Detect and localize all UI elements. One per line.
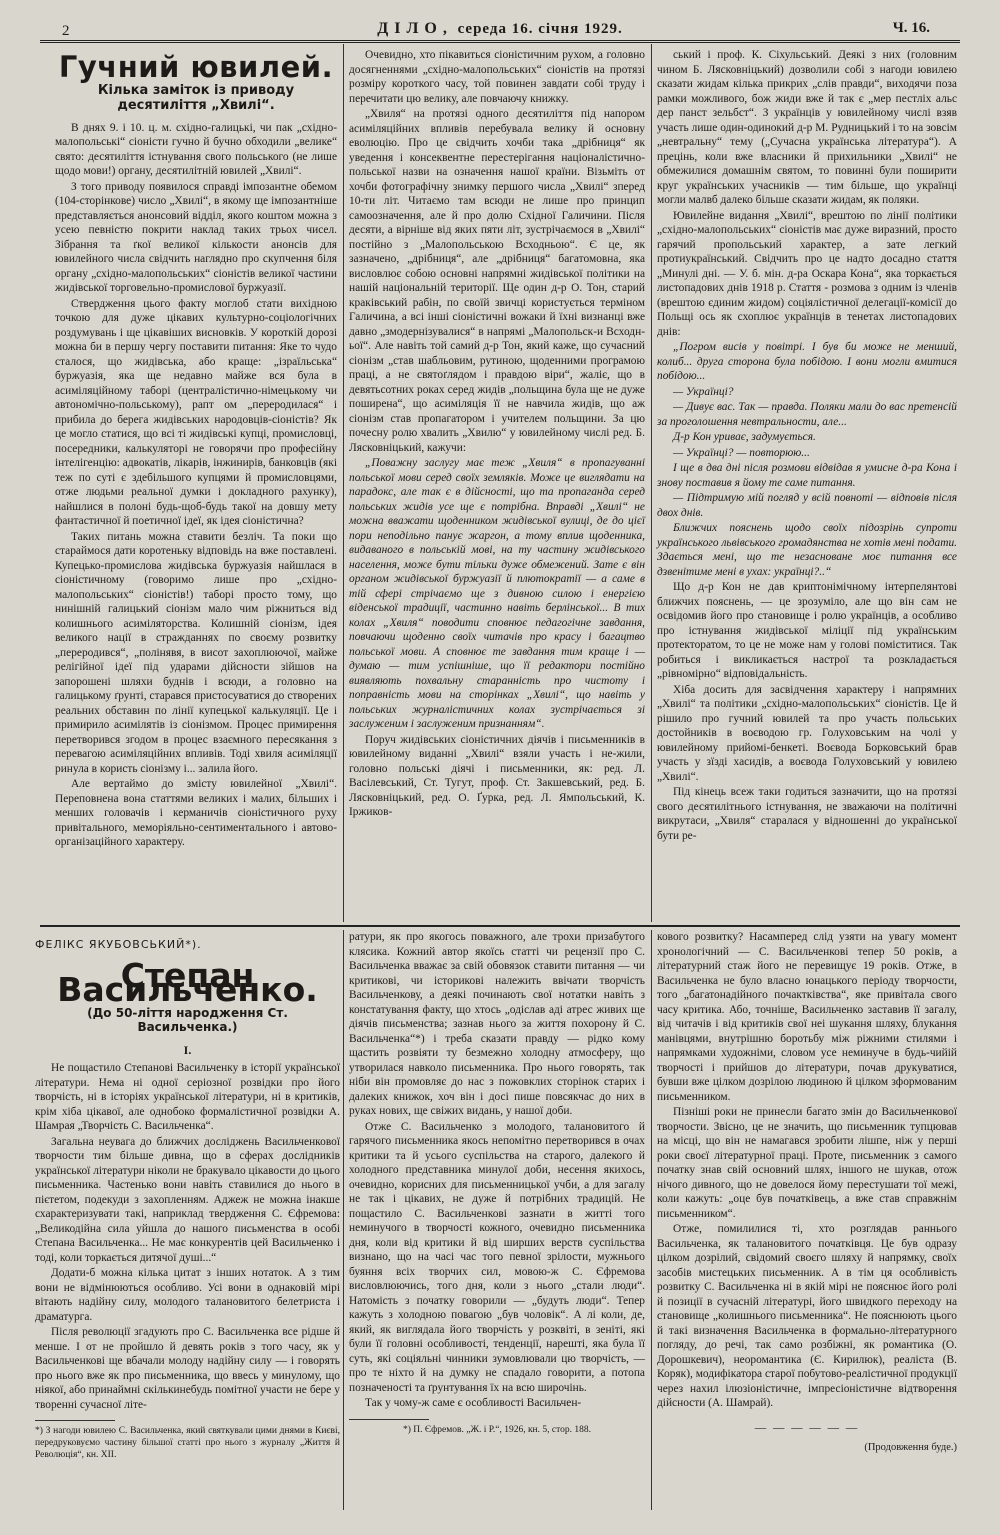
section-divider: [40, 925, 960, 927]
paragraph: Під кінець всеж таки годиться зазначити, що на протязі свого десятилітнього істнування, не зважаючи на політичні викрутаси, „Хвиля“ старалася у відношенні до української бути ре-: [657, 786, 957, 842]
paragraph: Пізніші роки не принесли багато змін до Васильченкової творчости. Звісно, це не значить, що письменник тупцював на місці, що він не намагався зробити лішпе, ніж у перші роки своєї літературної праці. Проте, письменник з самого початку знав свій основний шлях, іншого не шукав, отож нічого дивного, що не довелося йому перестушати тої межі, коли кажуть: „оце був початківець, а вже став справжнім письменником“.: [657, 1106, 957, 1220]
paragraph: Загальна неувага до ближчих досліджень Васильченкової творчости тим більше дивна, що в сферах дослідників української літератури ніколи не бракувало цікавости до цього письменника. Частенько вони навіть ставилися до нього в пієтетом, подекуди з захопленням. Аджеж не можна інакше схарактеризувати такі, наприклад твердження С. Єфремова: „Великодійна сила уйшла до нашого письменства в особі Степана Васильченка... Не має конкурентів цей Васильченко і тоді, коли торкається дитячої душі...“: [35, 1135, 340, 1264]
quotation: — Дивує вас. Так — правда. Поляки мали до вас претенсій за проголошення невтральности, але...: [657, 401, 957, 428]
paragraph: Ювилейне видання „Хвилі“, врештою по лінії політики „східно-малопольських“ сіоністів має дуже виразний, просто гарячий пропольський характер, а зате легкий протиукраїнський. Свідчить про це надто досадно стаття „Минулі дні. — У. б. мін. д-ра Оскара Кона“, яка торкається листопадових днів 1918 р. Стаття - розмова з одним із членів (врештою єдиним жидом) соціялістичної делегації-комісії до Польщі ось як схоплює українців в тенетах листопадових днів:: [657, 209, 957, 338]
quotation: Д-р Кон уриває, задумується.: [673, 431, 816, 443]
article2-column-1: [35, 930, 340, 1461]
article2-title: Степан Васильченко.: [57, 955, 318, 1009]
article1-col1-text: [55, 121, 337, 850]
quotation: „Поважну заслугу має теж „Хвиля“ в пропагуванні польської мови серед своїх земляків. Може це виглядати на парадокс, але так є в дійсності, що та пропаганда серед польських жидів усе ще є потрібна. Вправді „Хвилі“ не можна вважати щоденником жидівської вулиці, де до цієї пори неподільно панує жаргон, а тому вплив щоденника, видаваного в польській мові, на ту частину жидівського населення, може бути тільки дуже обмежений. Зате є він органом жидівської буржуазії й плютократії — а саме в тій сфері стрічаємо ще з дивною силою і енергією віденської традиції, частинно навіть берлінської... В тих колах „Хвиля“ поводити сповнює педагогічне завдання, повчаючи щоденно своїх читачів про красу і багацтво польської мови. А сповнює те завдання тим краще і — думаю — тим успішніше, що її редактори постійно виявляють похвальну старанність про чистоту і поправність мови на сторінках „Хвилі“, що навіть у польських журналістичних колах зустрічається зі заслуженим і заслуженим признанням“.: [349, 457, 645, 730]
section-numeral: I.: [183, 1042, 192, 1057]
column-divider: [343, 44, 344, 922]
quotation: І ще в два дні після розмови відвідав я умисне д-ра Кона і знову поставив я йому те саме питання.: [657, 462, 957, 489]
paragraph: Так у чому-ж саме є особливості Васильчен-: [365, 1397, 582, 1409]
footnote: *) З нагоди ювилею С. Васильченка, який святкували цими днями в Києві, передруковуємо частину більшої статті про нього з журналу „Життя й Революція“, кн. XII.: [35, 1426, 340, 1460]
quotation: „Погром висів у повітрі. І був би може не менший, колиб... друга сторона була побідою. І вони могли вмитися побідою...: [657, 341, 957, 382]
article2-subtitle: (До 50-ліття народження Ст. Васильченка.): [87, 1005, 288, 1034]
issue-date: середа 16. січня 1929.: [457, 21, 623, 37]
paragraph: Що д-р Кон не дав криптонімічному інтерпелянтові ближчих пояснень, — це зрозуміло, але що він сам не освідомив його про становище і ролю українців, а особливо про істнування жидівської міліції під українським протекторатом, то це не може нам у голові поміститися. Так робиться і викликається настрої та розкладається „рівномірно“ відповідальність.: [657, 581, 957, 680]
issue-number: Ч. 16.: [892, 20, 930, 36]
footnote-rule: [349, 1419, 429, 1420]
paragraph: Ствердження цього факту моглоб стати вихідною точкою для дуже цікавих культурно-соціологічних роздумувань і ще цікавіших висновків. У короткій дорозі можна би в першу чергу поставити питання: Яке то чудо сталося, що жидівська, або краще: „ізраїльська“ буржуазія, яка ще недавно майже вся була в асиміляційному таборі (централістично-німецькому чи автономічно-польському), рапт ом „переродилася“ і прибила до берега жидівських народовців-сіоністів? Як це могло статися, що всі ті жидівські купці, промисловці, посередники, калькуляторі не говорячи про професійну інтелігенцію: адвокатів, лікарів, інжинирів, банковців (які теж по суті є здебільшого купцями й промисловцями, отже людьми реальної думки і докладного рахунку), найшлися в полоні будь-щоб-будь такої на довшу мету фантастичної й поетичної ідеї, як ідея сіоністична?: [55, 297, 337, 527]
paragraph: ратури, як про якогось поважного, але трохи призабутого клясика. Кожний автор якоїсь статті чи рецензії про С. Васильченка вважає за свій обовязок ставити питання — чи критиковi, чи історикові належить ввічати творчість Васильченкову, а деякі починають свої нотатки навіть з констатування факту, що хтось „одіслав аді атрес живих ще діячів письменства; зазнав нього за життя похорону й С. Васильченка“*) і треба сказати правду — рідко кому щастить розвіяти ту безмежно холодну атмосферу, що утворилася навколо письменника. Про нього говорять, так ніби він промовляє до нас з пожовклих сторінок старих і далеких книжок, хоч він і досі пише повсякчас до них в руках нових, ще свіжих видань, у нашої доби.: [349, 931, 645, 1117]
paragraph: Хіба досить для засвідчення характеру і напрямних „Хвилі“ та політики „східно-малопольських“ сіоністів. Це й рішило про гучний ювилей та про участь польських достойників в воєводою гр. Голуховським на чолі у ювилейному прийомі-бенкеті. Воєвода Борковський брав участь у зїзді хасидів, а воєвода Голуховський у ювилею „Хвилі“.: [657, 683, 957, 783]
footnote-rule: [35, 1420, 115, 1421]
page-header: [40, 14, 960, 43]
continued-note: (Продовження буде.): [864, 1442, 957, 1453]
paragraph: Після революції згадують про С. Васильченка все рідше й менше. І от не пройшло й девять років з того часу, як у Васильченкові ще вбачали молоду надійну силу — і говорять про нього вже як про письменника, що ввесь у минулому, що ніякої, або принаймні скількинебудь помітної участи не бере у творенні сучасної літе-: [35, 1326, 340, 1411]
paragraph: Поруч жидівських сіоністичних діячів і письменників в ювилейному виданні „Хвилі“ взяли участь і не-жили, головно польські діячі і письменники, як: ред. Л. Васілевський, Ст. Тугут, проф. Ст. Закшевський, ред. Б. Лясковніцький, ред. О. Ґурка, ред. Л. Ямпольський, К. Іржиков-: [349, 733, 645, 818]
page-number: 2: [62, 23, 70, 39]
quotation: — Українці? — повторюю...: [673, 446, 810, 459]
paragraph: Отже С. Васильченко з молодого, талановитого й гарячого письменника якось непомітно перетворився в очах критики та й усього суспільства на старого, далекого й холодного представника минулої доби, несення якихось, очевидно, корисних для письменницької учби, а для загалу не так і цікавих, не дуже й потрібних традицій. Не пощастило С. Васильченкові зазнати в житті того неминучого в творчості кожного, очевидно письменника дня, коли від критики й від ширших верств суспільства визнано, що на часі час того певної зрілости, мужнього буяння всіх творчих сил, мовою-ж С. Єфремова висловлюючись, того дня, коли з нього „стали люди“. Натомість з початку говорили — „будуть люди“. Тепер кажуть з холодною повагою „був чоловік“. А лі коли, де, який, як виглядала його творчість у розквіті, в зеніті, які були її головні особливості, тенденції, нарешті, яка була її суть, які соціяльні чинники зумовлювали цю творчість, — про те ніхто й на думку не спадало говорити, а потопа позначеності та ґрунтування їх на всю широчінь.: [349, 1120, 645, 1394]
newspaper-name: ДІЛО,: [377, 20, 453, 37]
article1-column-3: [657, 48, 957, 844]
article2-column-3: [657, 930, 957, 1456]
article1-column-2: [349, 48, 645, 821]
article2-column-2: [349, 930, 645, 1436]
quotation: — Підтримую мій погляд у всій повноті — відповів після двох днів.: [657, 492, 957, 519]
paragraph: В днях 9. і 10. ц. м. східно-галицькі, чи пак „східно-малопольські“ сіоністи гучно й бучно обходили „велике“ свято: десятиліття істнування свого польського (не лише щодо мови!) органу, десятилітній ювилей „Хвилі“.: [55, 121, 337, 177]
paragraph: Не пощастило Степанові Васильченку в історії української літератури. Нема ні одної серіозної розвідки про його творчість, ні в історіях української літератури, ні в критиків, крім хіба цікавої, але однобоко формалістичної розвідки А. Шамрая „Творчість С. Васильченка“.: [35, 1062, 340, 1132]
article1-title: Гучний ювилей.: [58, 50, 334, 84]
masthead: [40, 20, 960, 38]
separator-dashes: — — — — — —: [754, 1421, 860, 1434]
paragraph: Додати-б можна кілька цитат з інших нотаток. А з тим вони не відмінюються особливо. Усі вони в однаковій мірі вітають надійну силу, молодого талановитого белетриста і драматурга.: [35, 1267, 340, 1323]
paragraph: Але вертаймо до змісту ювилейної „Хвилі“. Переповнена вона статтями великих і малих, більших і менших головачів і керманичів сіоністичного руху привітального, меморіяльно-сентиментального і автово-організаційного характеру.: [55, 778, 337, 848]
paragraph: Таких питань можна ставити безліч. Та поки що стараймося дати коротеньку відповідь на вже поставлені. Купецько-промислова жидівська буржуазія найшлася в сіоністичному (говоримо лише про „східно-малопольських“ сіоністів!) таборі просто тому, що нинішній галицький сіонізм мало чим ріжниться від колишнього асиміляторства. Колишній сіонізм, ідея великого нації в стражданнях по своєму розвитку „переродився“, „полінявя, в висот захоплюючої, майже релігійної ідеї під ударами дійсности зійшов на запорошені шляхи буднів і всюди, а головно на галицькому ґрунті, старався пристосуватися до створених реальних обставин по лінії купецької калькуляції. Це і примирило асимілятів із сіонізмом. Процес примирення перетворився згодом в процес взаємного пересякання з перевагою асиміляційних впливів. Тоді хвиля асиміляції ринула в користь сіонізму і... залила його.: [55, 530, 337, 775]
footnote: *) П. Єфремов. „Ж. і Р.“, 1926, кн. 5, стор. 188.: [402, 1424, 592, 1435]
column-divider: [651, 930, 652, 1510]
paragraph: ський і проф. К. Сіхульський. Деякі з них (головним чином Б. Лясковніцький) дозволили собі з нагоди ювилею сказати жидам кілька прикрих „слів правди“, виходячи поза рамки можливого, бож жиди вже й так є „мер пестліх альс дер панст зельбст“. З українців у ювилейному числі взяв участь лише один-одинокий д-р М. Рудницький і то на зовсім „невтральну“ тему („Сучасна українська література“). А прецінь, коли вже власники й прихильники „Хвилі“ не обмежилися домашнім святом, то повинні були поширити круг українських учасників — тим більше, що українці могли малвб далеко більше сказати жидам, як поляки.: [657, 49, 957, 206]
article2-author: ФЕЛІКС ЯКУБОВСЬКИЙ*).: [35, 938, 202, 951]
paragraph: З того приводу появилося справді імпозантне обемом (104-сторінкове) число „Хвилі“, в якому ще імпозантніше представляється анонсовий відділ, якого коштом можна з усею певністю покрити наклад таких трьох чисел. Зібрання та ґкої великої кількости анонсів для ювилейного числа свідчить наглядно про скупчення біля органу „східно-малопольських“ сіоністів великої частини жидівської торговельно-промислової буржуазії.: [55, 180, 337, 294]
paragraph: Очевидно, хто пікавиться сіоністичним рухом, а головно досягненнями „східно-малопольських“ сіоністів на протязі розміру короткого часу, той повинен завдати собі труду і перечитати цю велику, але повчаючу книжку.: [349, 49, 645, 105]
paragraph: кового розвитку? Насамперед слід узяти на увагу момент хронологічний — С. Васильченкові тепер 50 років, а літературний стаж його не перевищує 19 років. Отже, в Васильченка не було власно юнацького періоду творчости, того „багатонадійного почактківства“, яке привітала свого часу критика. Або, точніше, Васильченко заставив її загалу, від читачів і від критиків свої неі шукання шляху, блукання манівцями, внутрішню боротьбу між ріжними стилями і напрямками художніми, словом усе неминуче в будь-чийій творчості і прийшов до літератури, почав друкуватися, бувши вже цілком дозрілою людиною й цілком зформованим письменником.: [657, 931, 957, 1103]
column-divider: [343, 930, 344, 1510]
article1-subtitle: Кілька заміток із приводу десятиліття „Хвилі“.: [97, 82, 295, 113]
quotation: Ближчих пояснень щодо своїх підозрінь супроти українського львівського громадянства не хотів мені подати. Здається мені, що те незасноване моє питання все дзвенітиме мені в ухах: українці?..“: [657, 522, 957, 578]
paragraph: „Хвиля“ на протязі одного десятиліття під напором асиміляційних впливів перебувала велику й основну еволюцію. Про це свідчить хочби така „дрібниця“ як уведення і консеквентне перестерігання націоналістично-польської назви на означення нашої країни. Візьміть от хочби фотографічну знимку першого числа „Хвилі“ зперед 10-ти літ. Читаємо там всюди не лише про принцип самоозначення, але й про долю Східної Галичини. Після десяти, а вірніше від яких пяти літ, зустрічаємося в „Хвилі“ постійно з „Малопольською Всходньою“. Є це, як зазначено, „дрібниця“, але „дрібниця“ багатомовна, яка висловлює собою основні напрямні жидівської політики на нашій національній території. Ще один д-р О. Тон, старий краківський рабін, по своїй звичці користується терміном Галичина, а всі інші сіоністичні вожаки й їхні визнанці вже давно „змодернізувалися“ в напрямі „Малопольск-и Всходн-ьої“. Але навіть той самий д-р Тон, який каже, що сучасний сіонізм „став шабльовим, рутиною, щоденними програмою праці, а не святоґлядом і правдою віри“, жаліє, що в девятьсотних роках серед жидів „польщина була ще не дуже поширена“, що асиміляція її не навчила жидів, що аж сіонізм став пропагатором і учителем польщини. За цю почесну ролю хвалить „Хвилю“ у ювилейному числі ред. Б. Лясковніцький, кажучи:: [349, 108, 645, 454]
paragraph: Отже, помилилися ті, хто розглядав раннього Васильченка, як талановитого початківця. Це був одразу цілком дозрілий, свідомий своєго шляху й напрямку, своїх засобів мистецьких письменник. А в тім ця особливість розвитку С. Васильченка ні в якій мірі не пояснює його ролі й позиції в сучасній літературі, його швидкого переходу на становище „колишнього письменника“. Не пояснюють цього й такі визначення Васильченка в формально-літературного погляду, до речі, так само розбіжні, як романтика (О. Дорошкевич), неоромантика (Є. Кирилюк), реаліста (В. Коряк), модифікатора старої побутово-реалістичної продукції через нахил ілюзіоністичне, імпресіоністичне відтворення дійсности (А. Шамрай).: [657, 1223, 957, 1409]
article1-column-1: [55, 44, 337, 851]
quotation: — Українці?: [673, 385, 734, 398]
column-divider: [651, 44, 652, 922]
